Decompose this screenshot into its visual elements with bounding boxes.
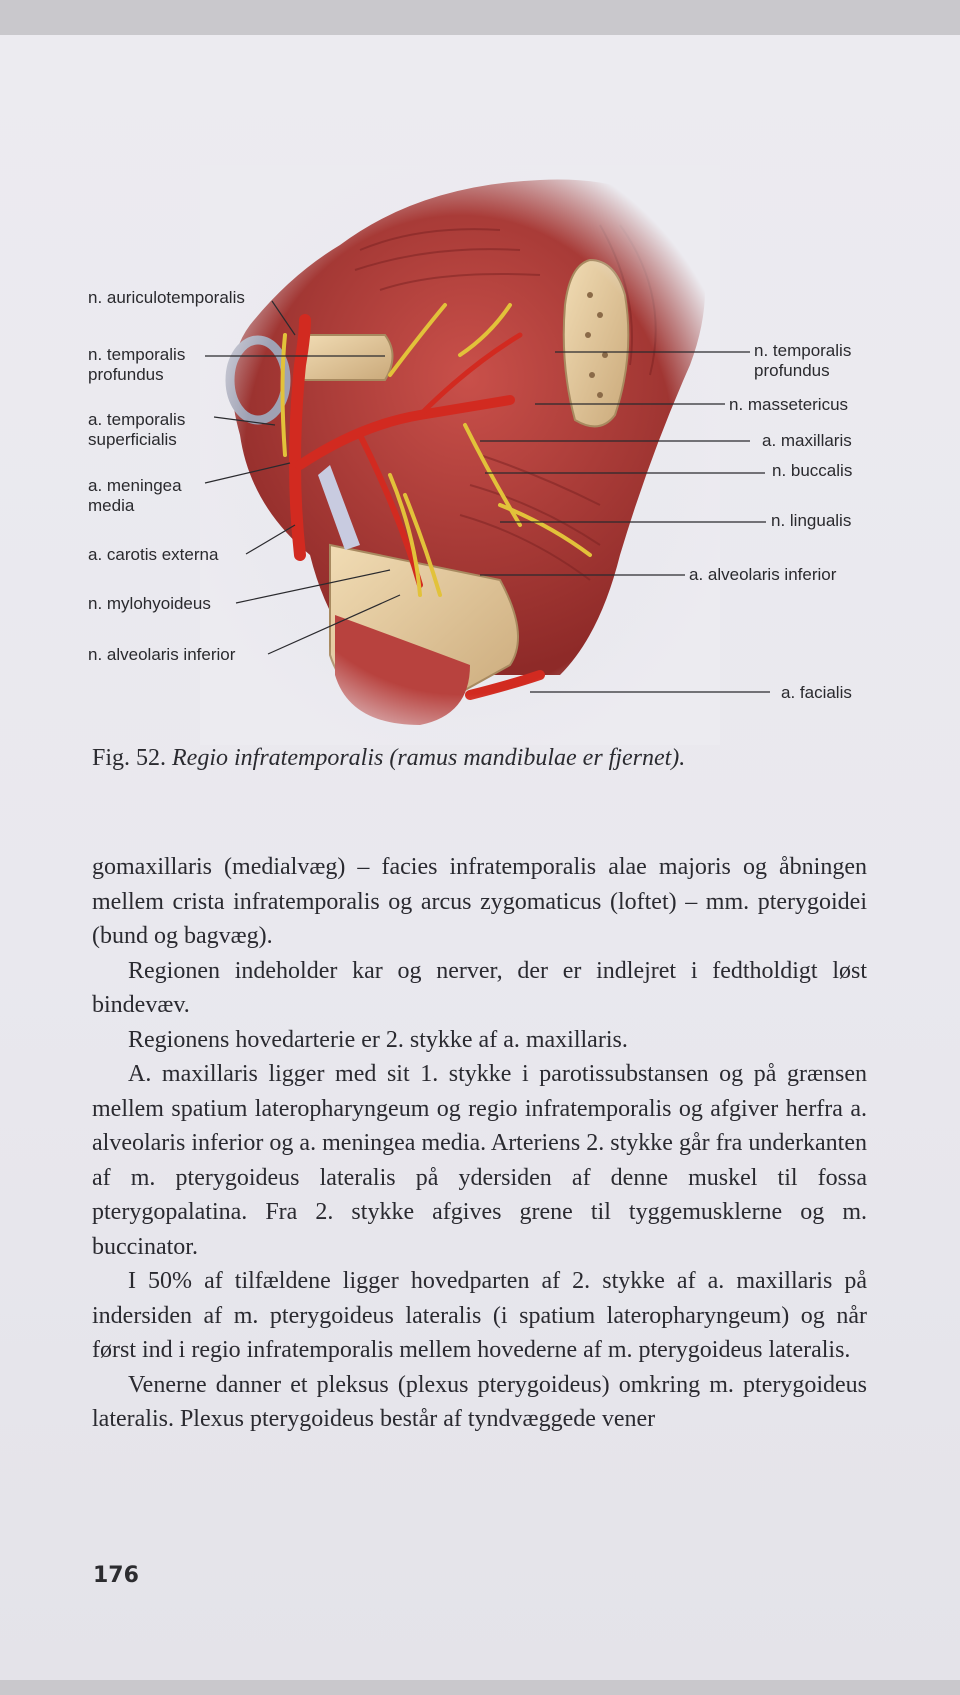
paragraph: gomaxillaris (medialvæg) – facies infratemporalis alae majoris og åbningen mellem crista infratemporalis og arcus zygomaticus (loftet) – mm. pterygoidei (bund og bagvæg). [92, 854, 867, 949]
label-a-maxillaris: a. maxillaris [762, 431, 852, 450]
label-a-alveolaris-inferior: a. alveolaris inferior [689, 565, 837, 584]
label-n-temporalis-profundus-right: n. temporalis profundus [754, 341, 852, 380]
label-n-lingualis: n. lingualis [771, 511, 852, 530]
label-a-temporalis-superficialis: a. temporalis superficialis [88, 410, 186, 449]
caption-text: Regio infratemporalis (ramus mandibulae er fjernet). [172, 745, 686, 771]
label-n-mylohyoideus: n. mylohyoideus [88, 594, 211, 613]
page-number: 176 [93, 1563, 139, 1588]
paragraph: I 50% af tilfældene ligger hovedparten af 2. stykke af a. maxillaris på indersiden af m. pterygoideus lateralis (i spatium lateropharyngeum) og når først ind i regio infratemporalis mellem hovederne af m. pterygoideus lateralis. [92, 1268, 867, 1363]
paragraph: Venerne danner et pleksus (plexus pterygoideus) omkring m. pterygoideus lateralis. Plexus pterygoideus består af tyndvæggede vener [92, 1371, 867, 1432]
label-a-facialis: a. facialis [781, 683, 852, 702]
caption-prefix: Fig. 52. [92, 745, 167, 771]
label-n-massetericus: n. massetericus [729, 395, 849, 414]
body-text [92, 850, 867, 1437]
paragraph: Regionen indeholder kar og nerver, der er indlejret i fedtholdigt løst bindevæv. [92, 957, 867, 1018]
label-n-buccalis: n. buccalis [772, 461, 853, 480]
book-page [0, 35, 960, 1680]
label-n-temporalis-profundus-left: n. temporalis profundus [88, 345, 186, 384]
paragraph: A. maxillaris ligger med sit 1. stykke i parotissubstansen og på grænsen mellem spatium lateropharyngeum og regio infratemporalis og afgiver herfra a. alveolaris inferior og a. meningea media. Arteriens 2. stykke går fra underkanten af m. pterygoideus lateralis på ydersiden af denne muskel til fossa pterygopalatina. Fra 2. stykke afgives grene til tyggemusklerne og m. buccinator. [92, 1061, 867, 1260]
anatomy-figure [0, 35, 960, 755]
label-n-alveolaris-inferior: n. alveolaris inferior [88, 645, 236, 664]
label-n-auriculotemporalis: n. auriculotemporalis [88, 288, 245, 307]
paragraph: Regionens hovedarterie er 2. stykke af a. maxillaris. [128, 1026, 628, 1053]
label-a-carotis-externa: a. carotis externa [88, 545, 219, 564]
label-a-meningea-media: a. meningea media [88, 476, 182, 515]
figure-caption [92, 745, 685, 772]
